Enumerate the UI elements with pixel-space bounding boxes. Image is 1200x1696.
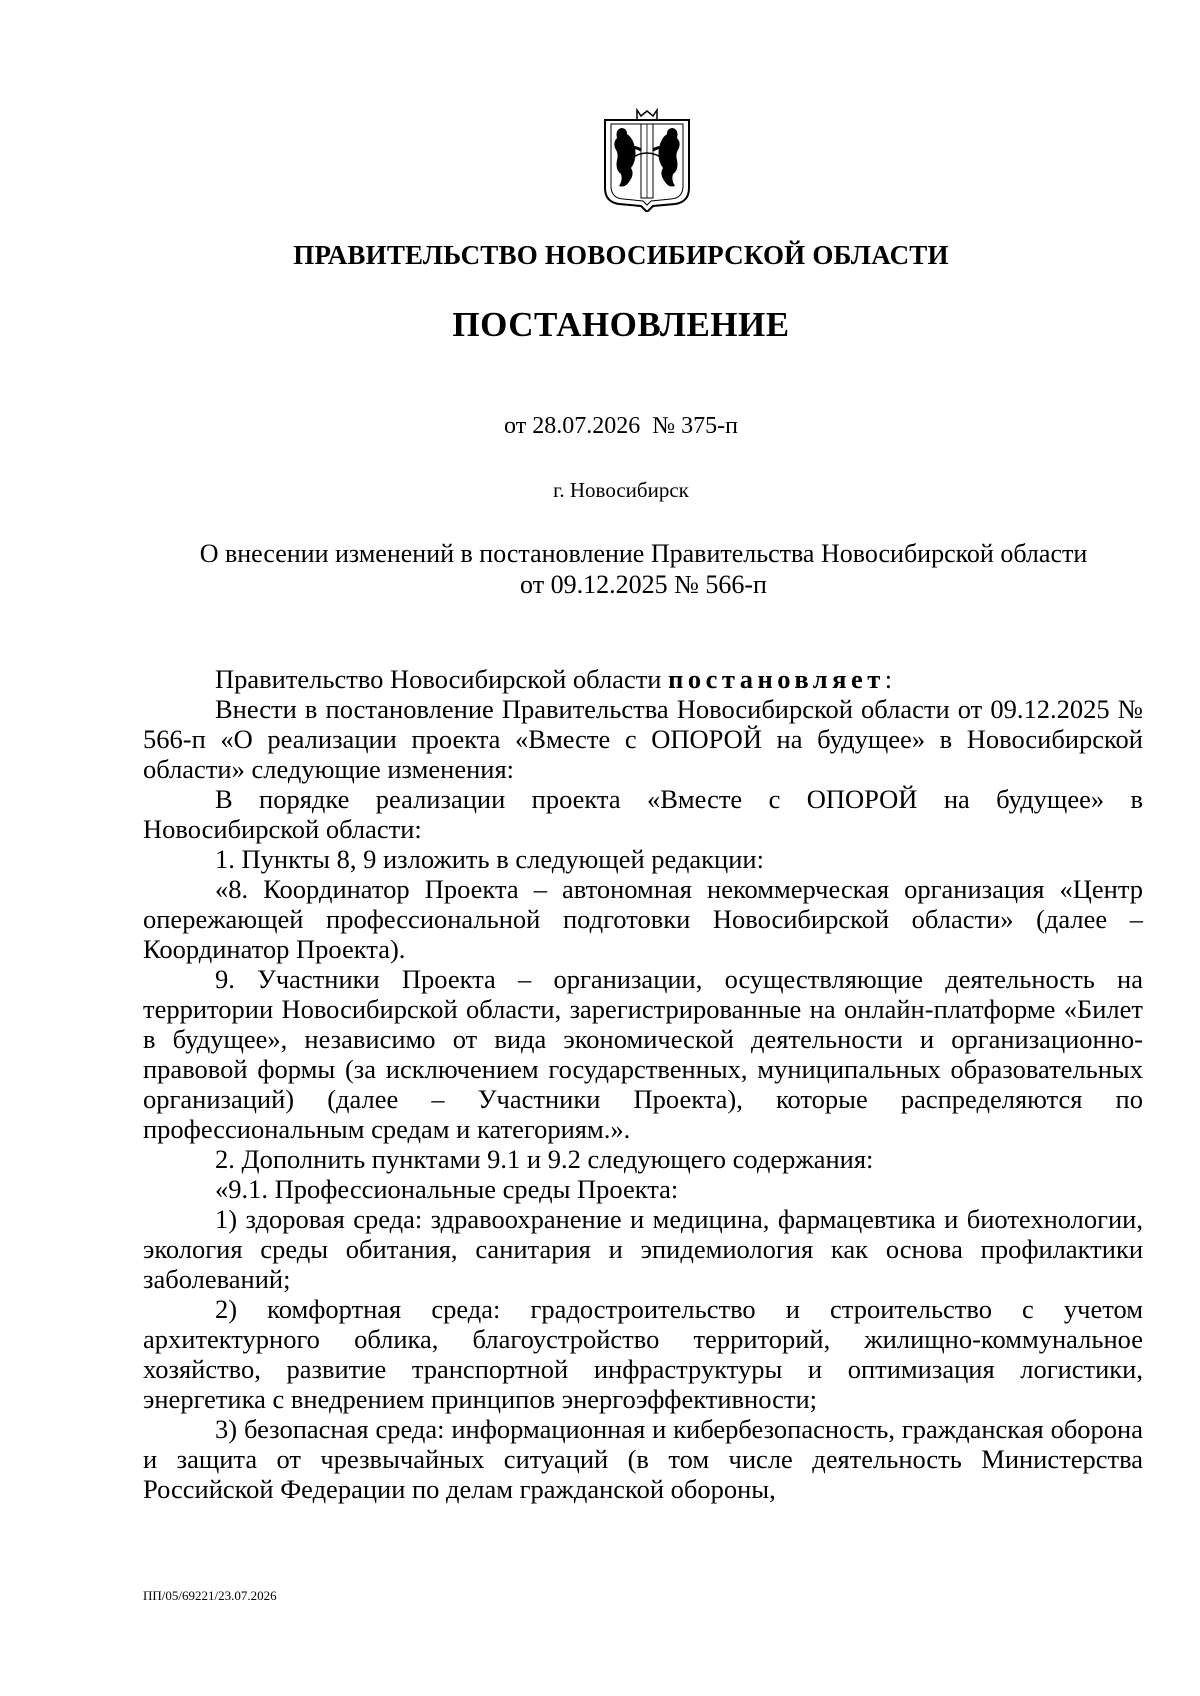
paragraph-item-2: 2. Дополнить пунктами 9.1 и 9.2 следующего содержания:	[215, 1144, 874, 1174]
paragraph-procedure: В порядке реализации проекта «Вместе с ОПОРОЙ на будущее» в Новосибирской области:	[143, 784, 1143, 844]
government-name-heading: ПРАВИТЕЛЬСТВО НОВОСИБИРСКОЙ ОБЛАСТИ	[293, 240, 949, 270]
coat-of-arms-emblem	[601, 108, 693, 212]
subject-line-2: от 09.12.2025 № 566-п	[520, 570, 767, 599]
document-body	[143, 664, 1143, 1504]
paragraph-resolution	[143, 664, 1143, 694]
paragraph-healthy-environment: 1) здоровая среда: здравоохранение и медицина, фармацевтика и биотехнологии, экология среды обитания, санитария и эпидемиология как основа профилактики заболеваний;	[143, 1204, 1143, 1294]
document-subject	[145, 538, 1142, 600]
resolution-verb: постановляет	[668, 664, 885, 694]
subject-line-1: О внесении изменений в постановление Правительства Новосибирской области	[199, 539, 1088, 568]
paragraph-item-9: 9. Участники Проекта – организации, осуществляющие деятельность на территории Новосибирской области, зарегистрированные на онлайн-платформе «Билет в будущее», независимо от вида экономической деятельности и организационно-правовой формы (за исключением государственных, муниципальных образовательных организаций) (далее – Участники Проекта), которые распределяются по профессиональным средам и категориям.».	[143, 964, 1143, 1144]
paragraph-item-8: «8. Координатор Проекта – автономная некоммерческая организация «Центр опережающей профессиональной подготовки Новосибирской области» (далее – Координатор Проекта).	[143, 874, 1143, 964]
paragraph-safe-environment: 3) безопасная среда: информационная и кибербезопасность, гражданская оборона и защита от чрезвычайных ситуаций (в том числе деятельность Министерства Российской Федерации по делам гражданской обороны,	[143, 1414, 1143, 1504]
paragraph-item-1: 1. Пункты 8, 9 изложить в следующей редакции:	[215, 844, 764, 874]
document-date-number: от 28.07.2026 № 375-п	[504, 413, 738, 439]
document-type-heading: ПОСТАНОВЛЕНИЕ	[452, 305, 790, 344]
resolution-colon: :	[884, 664, 893, 694]
paragraph-comfortable-environment: 2) комфортная среда: градостроительство и строительство с учетом архитектурного облика, благоустройство территорий, жилищно-коммунальное хозяйство, развитие транспортной инфраструктуры и оптимизация логистики, энергетика с внедрением принципов энергоэффективности;	[143, 1294, 1143, 1414]
paragraph-amendment-intro: Внести в постановление Правительства Новосибирской области от 09.12.2025 № 566-п «О реализации проекта «Вместе с ОПОРОЙ на будущее» в Новосибирской области» следующие изменения:	[143, 694, 1143, 784]
resolution-lead: Правительство Новосибирской области	[215, 664, 669, 694]
paragraph-item-9-1: «9.1. Профессиональные среды Проекта:	[215, 1174, 679, 1204]
document-city: г. Новосибирск	[553, 478, 689, 502]
footer-document-code: ПП/05/69221/23.07.2026	[143, 1588, 277, 1603]
